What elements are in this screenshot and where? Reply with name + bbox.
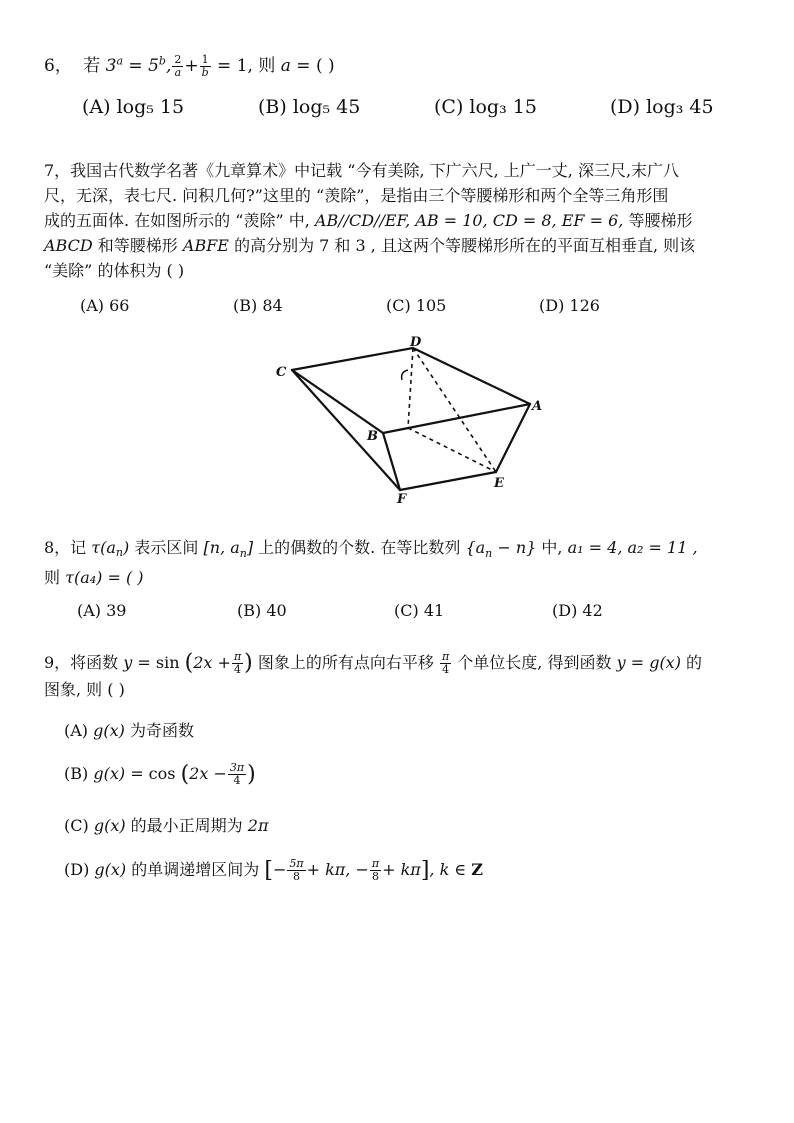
- q6-options: [82, 96, 714, 118]
- q6-var-a: a: [280, 56, 291, 76]
- q8-option-a: (A) 39: [77, 601, 127, 620]
- dashed-de: [413, 348, 496, 472]
- dashed-height-2: [408, 428, 496, 472]
- question-7: [44, 158, 758, 283]
- q6-text-post: , 则: [247, 56, 276, 76]
- q8-option-b: (B) 40: [237, 601, 287, 620]
- q7-line-5: “美除” 的体积为 ( ): [44, 261, 185, 280]
- q9-option-b: (B) g(x) = cos (2x − $\frac{3\pi}{4}$ ): [64, 761, 256, 787]
- q9-option-a: (A) g(x) 为奇函数: [64, 721, 194, 740]
- q8-options: [77, 601, 603, 620]
- question-6: 6， 若 $3^a = 5^b$, $\frac{2}{a}$ + $\frac{1}{b}$ = 1, 则 a = ( ): [44, 53, 335, 79]
- q8-option-c: (C) 41: [394, 601, 445, 620]
- q8-option-d: (D) 42: [552, 601, 603, 620]
- q6-paren: = ( ): [296, 56, 335, 76]
- question-9: [44, 648, 758, 701]
- q6-frac-2a: $\frac{2}{a}$: [174, 53, 182, 79]
- q7-option-a: (A) 66: [80, 296, 130, 315]
- q8-line-2: 则 τ(a₄) = ( ): [44, 568, 144, 587]
- q7-line-3: 成的五面体. 在如图所示的 “羡除” 中, AB//CD//EF, AB = 10, CD = 8, EF = 6, 等腰梯形: [44, 211, 693, 230]
- label-a: A: [532, 399, 543, 414]
- q6-option-d: (D) log₃ 45: [610, 96, 714, 118]
- edge-cd: [292, 348, 413, 370]
- q8-line-1: 8，记 τ(an) 表示区间 [n, $a_n$] 上的偶数的个数. 在等比数列 $\{a_n - n\}$ 中, a₁ = 4, a₂ = 11 ,: [44, 538, 698, 561]
- dashed-height-1: [408, 348, 413, 428]
- edge-da: [413, 348, 530, 404]
- q7-options: [80, 296, 600, 315]
- q6-option-a: (A) log₅ 15: [82, 96, 185, 118]
- q9-option-c: (C) g(x) 的最小正周期为 2π: [64, 816, 269, 835]
- q9-option-d: (D) g(x) 的单调递增区间为 [− $\frac{5\pi}{8}$ + kπ, − $\frac{\pi}{8}$ + kπ], k ∈ Z: [64, 857, 483, 883]
- q9-line-1: 9，将函数 y = sin (2x + $\frac{\pi}{4}$ ) 图象上的所有点向右平移 $\frac{\pi}{4}$ 个单位长度, 得到函数 y = g(x) 的: [44, 650, 703, 676]
- q6-option-b: (B) log₅ 45: [258, 96, 361, 118]
- edge-ae: [496, 404, 530, 472]
- q7-option-c: (C) 105: [386, 296, 447, 315]
- edge-fe: [400, 472, 496, 490]
- q7-figure: [270, 330, 560, 505]
- q9-line-2: 图象, 则 ( ): [44, 679, 125, 699]
- label-c: C: [276, 365, 287, 380]
- right-angle-mark: [402, 370, 408, 380]
- label-d: D: [410, 335, 422, 350]
- question-8: [44, 535, 758, 590]
- q7-line-4: ABCD 和等腰梯形 ABFE 的高分别为 7 和 3 , 且这两个等腰梯形所在的平面互相垂直, 则该: [44, 236, 696, 255]
- edge-ba: [383, 404, 530, 433]
- q6-number: 6，: [44, 56, 72, 76]
- label-b: B: [367, 429, 378, 444]
- edge-cf: [292, 370, 400, 490]
- q7-option-d: (D) 126: [539, 296, 600, 315]
- q6-option-c: (C) log₃ 15: [434, 96, 537, 118]
- q7-line-2: 尺，无深，表七尺. 问积几何?”这里的 “羡除”，是指由三个等腰梯形和两个全等三角形围: [44, 186, 669, 205]
- label-f: F: [397, 492, 407, 505]
- q7-line-1: 7，我国古代数学名著《九章算术》中记载 “今有美除, 下广六尺, 上广一丈, 深三尺,末广八: [44, 161, 680, 180]
- q6-frac-1b: $\frac{1}{b}$: [201, 53, 209, 79]
- edge-cb: [292, 370, 383, 433]
- q6-equation: $3^a = 5^b$,: [105, 54, 172, 76]
- q7-option-b: (B) 84: [233, 296, 283, 315]
- label-e: E: [494, 476, 504, 491]
- q6-text: 若: [83, 56, 101, 76]
